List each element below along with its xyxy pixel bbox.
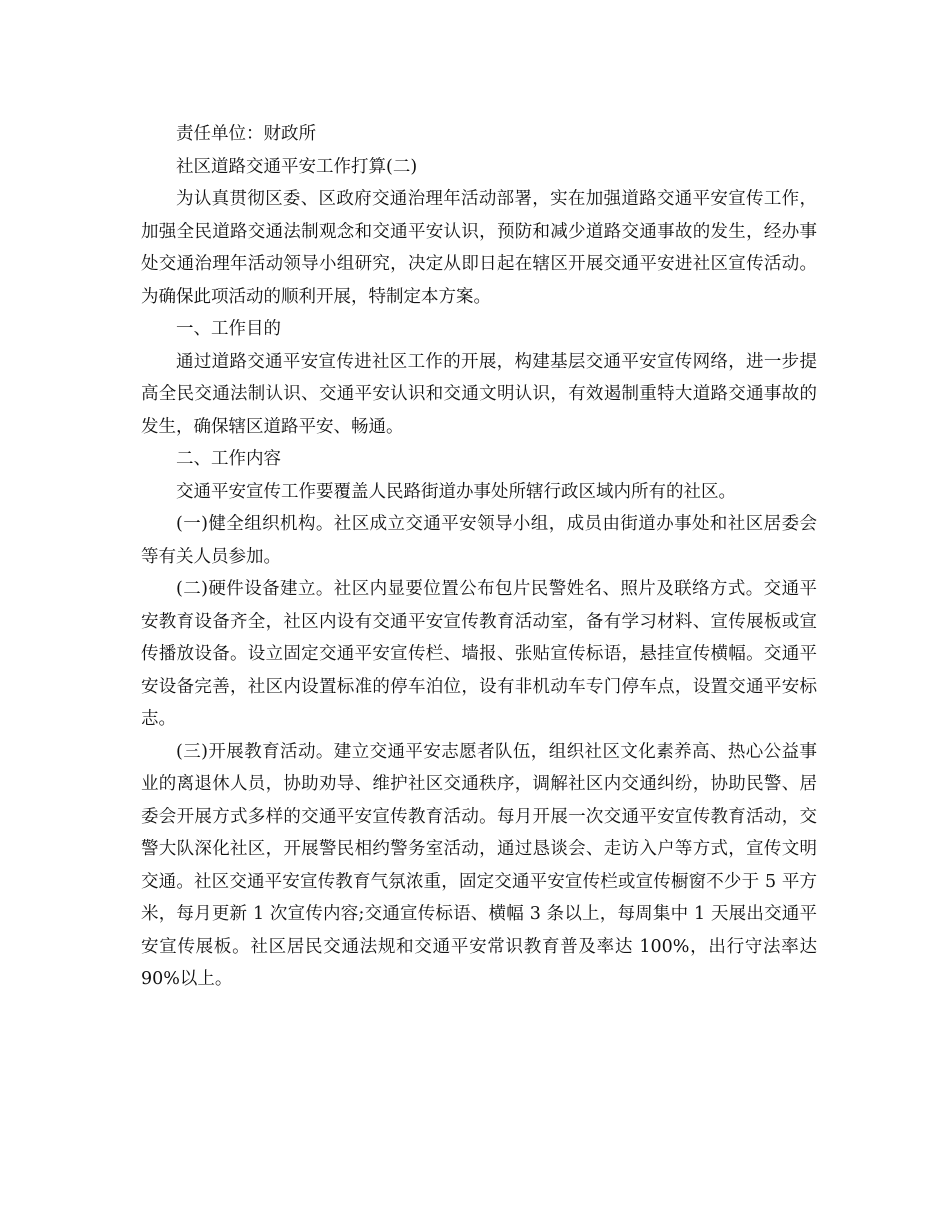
document-body xyxy=(141,118,817,996)
item-3-paragraph: (三)开展教育活动。建立交通平安志愿者队伍，组织社区文化素养高、热心公益事业的离退休人员，协助劝导、维护社区交通秩序，调解社区内交通纠纷，协助民警、居委会开展方式多样的交通平安宣传教育活动。每月开展一次交通平安宣传教育活动，交警大队深化社区，开展警民相约警务室活动，通过恳谈会、走访入户等方式，宣传文明交通。社区交通平安宣传教育气氛浓重，固定交通平安宣传栏或宣传橱窗不少于 5 平方米，每月更新 1 次宣传内容;交通宣传标语、横幅 3 条以上，每周集中 1 天展出交通平安宣传展板。社区居民交通法规和交通平安常识教育普及率达 100%，出行守法率达 90%以上。 xyxy=(141,741,817,989)
work-purpose-paragraph: 通过道路交通平安宣传进社区工作的开展，构建基层交通平安宣传网络，进一步提高全民交通法制认识、交通平安认识和交通文明认识，有效遏制重特大道路交通事故的发生，确保辖区道路平安、畅通。 xyxy=(141,351,817,437)
item-1-paragraph: (一)健全组织机构。社区成立交通平安领导小组，成员由街道办事处和社区居委会等有关人员参加。 xyxy=(141,514,817,567)
heading-work-purpose: 一、工作目的 xyxy=(176,319,281,339)
item-2-paragraph: (二)硬件设备建立。社区内显要位置公布包片民警姓名、照片及联络方式。交通平安教育设备齐全，社区内设有交通平安宣传教育活动室，备有学习材料、宣传展板或宣传播放设备。设立固定交通平安宣传栏、墙报、张贴宣传标语，悬挂宣传横幅。交通平安设备完善，社区内设置标准的停车泊位，设有非机动车专门停车点，设置交通平安标志。 xyxy=(141,579,817,729)
heading-work-content: 二、工作内容 xyxy=(176,449,281,469)
section-title: 社区道路交通平安工作打算(二) xyxy=(176,156,418,177)
intro-paragraph: 为认真贯彻区委、区政府交通治理年活动部署，实在加强道路交通平安宣传工作，加强全民道路交通法制观念和交通平安认识，预防和减少道路交通事故的发生，经办事处交通治理年活动领导小组研究，决定从即日起在辖区开展交通平安进社区宣传活动。为确保此项活动的顺利开展，特制定本方案。 xyxy=(141,189,817,307)
responsible-unit-line: 责任单位：财政所 xyxy=(176,124,316,144)
work-content-paragraph: 交通平安宣传工作要覆盖人民路街道办事处所辖行政区域内所有的社区。 xyxy=(176,481,736,502)
